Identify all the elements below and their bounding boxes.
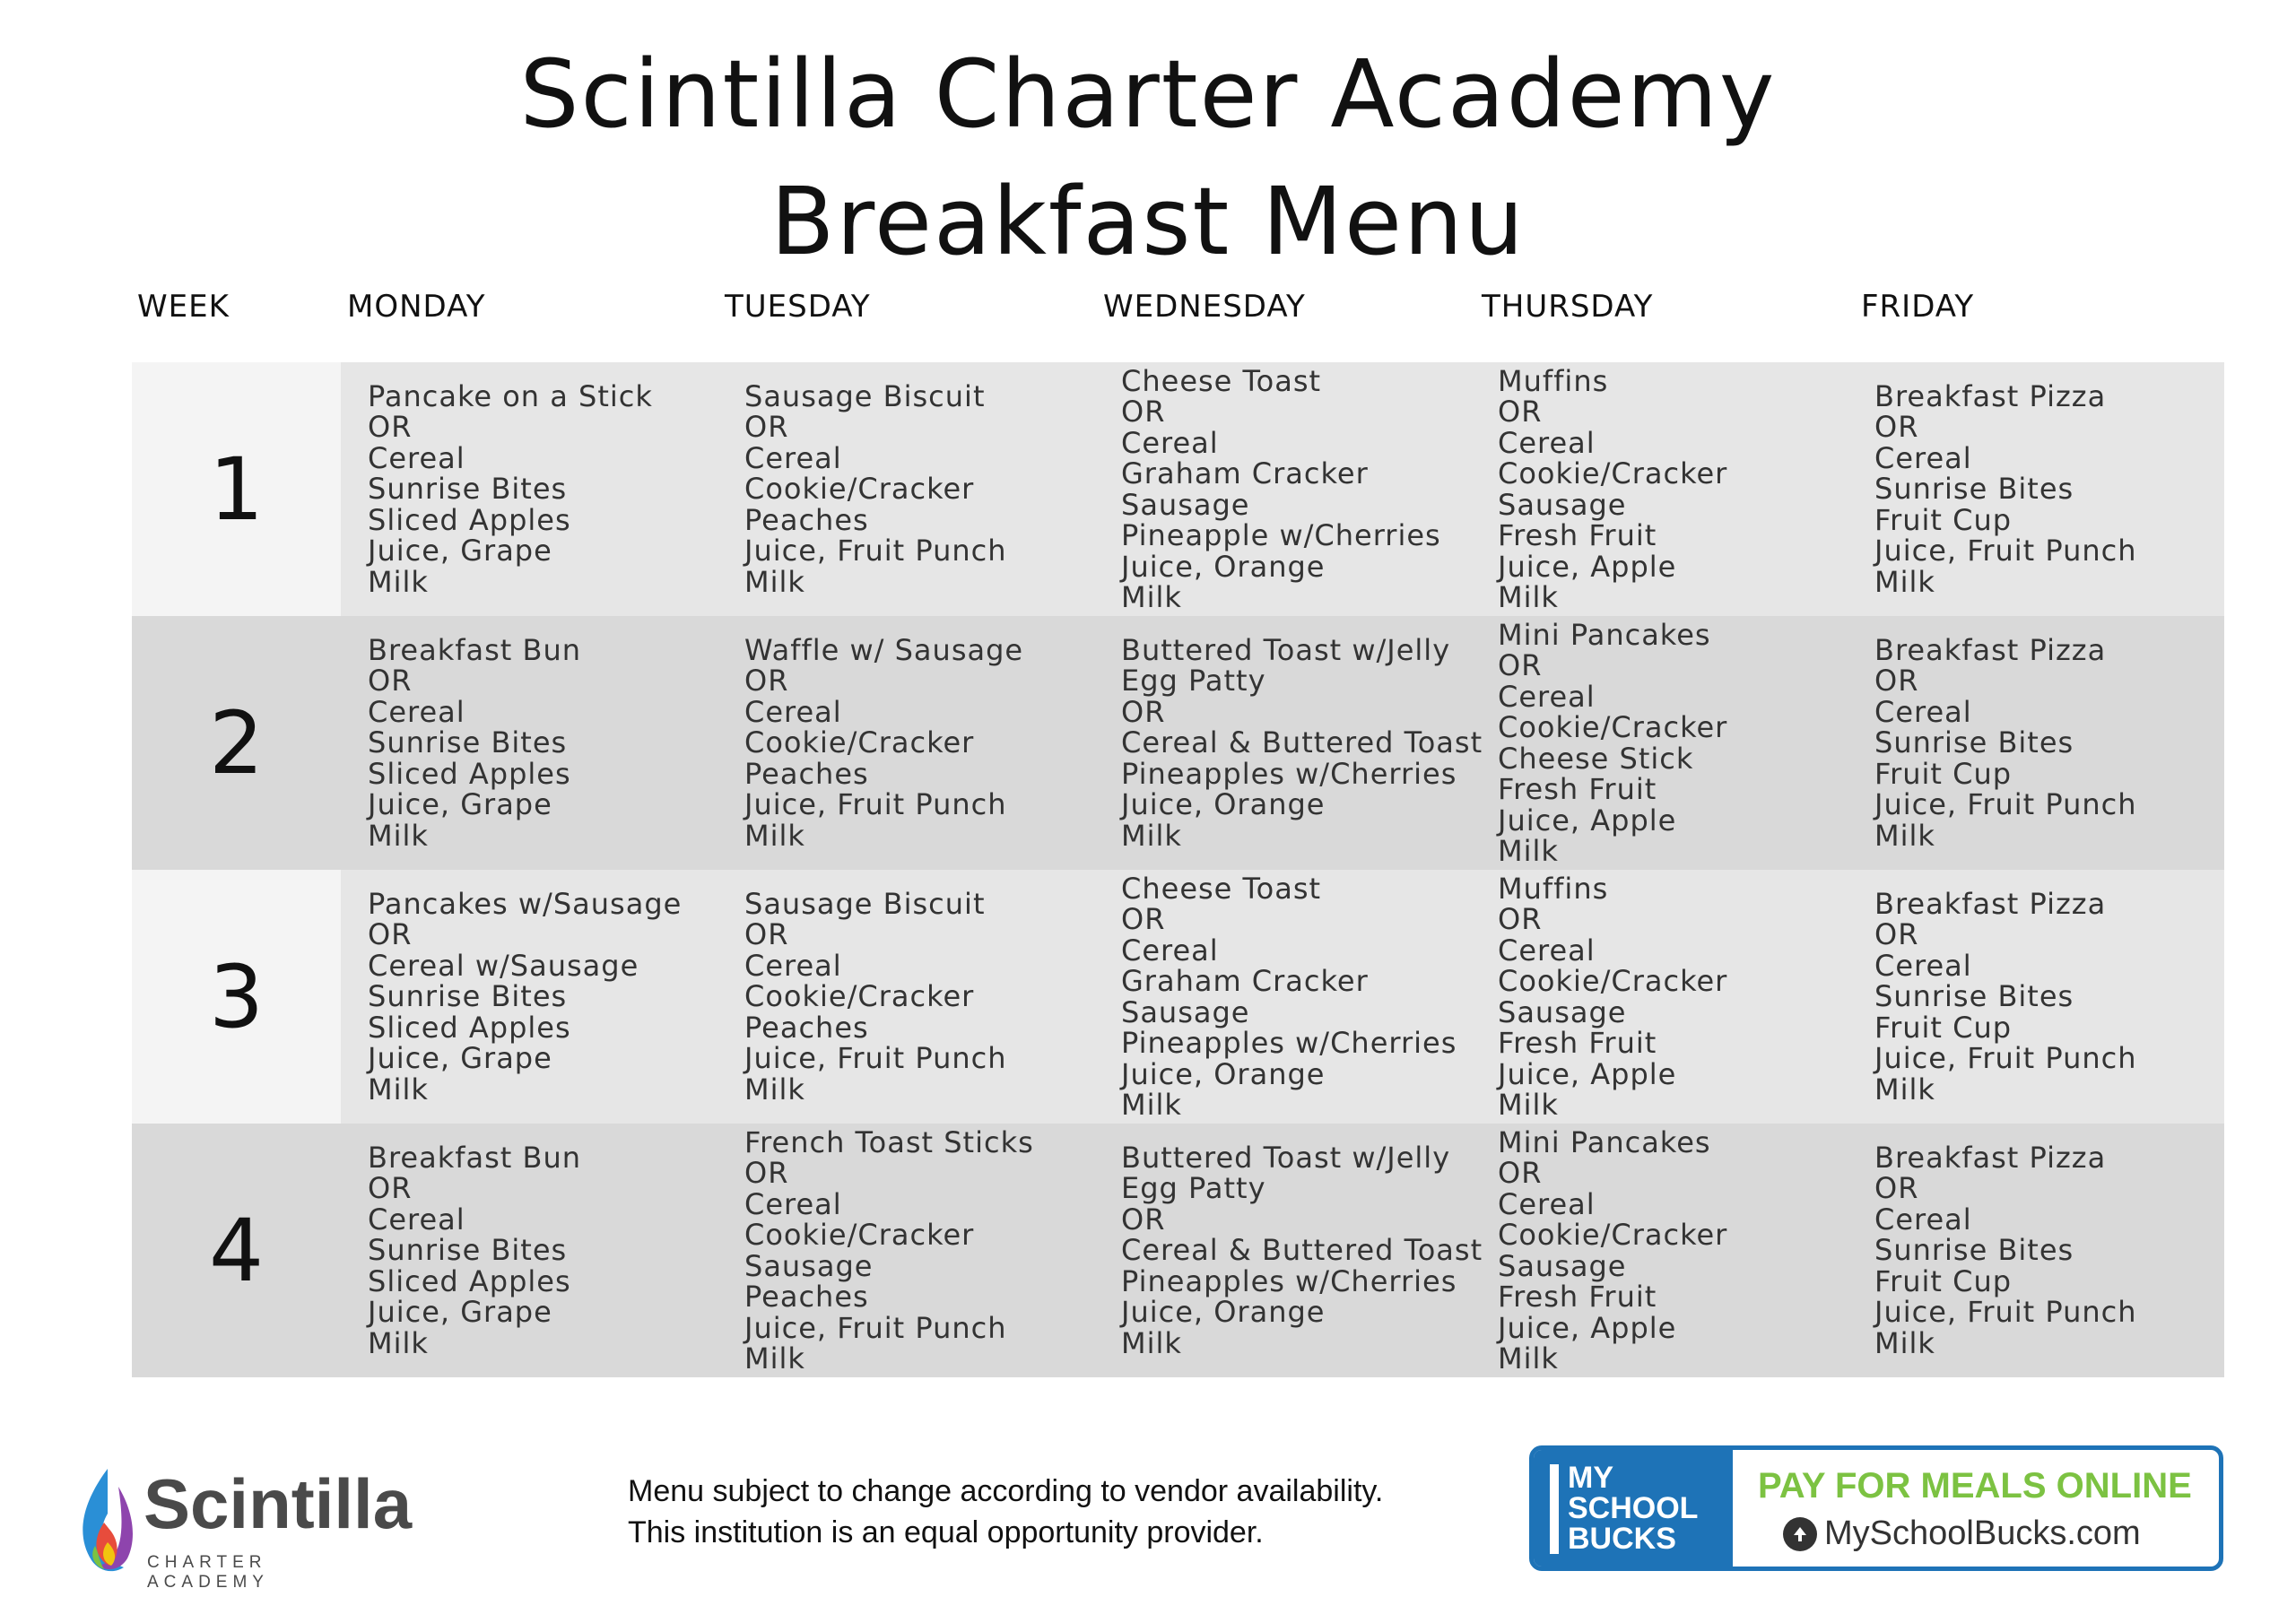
week-row	[132, 362, 2224, 616]
menu-item: Juice, Fruit Punch	[1874, 787, 2137, 822]
menu-item: Sausage	[1498, 994, 1627, 1029]
menu-item: Sausage	[1121, 994, 1250, 1029]
menu-cell-thursday	[1471, 870, 1848, 1124]
menu-item: Cereal	[1121, 425, 1219, 460]
menu-item: Cookie/Cracker	[744, 725, 975, 760]
menu-item: Sliced Apples	[368, 1010, 571, 1045]
menu-cell-friday	[1848, 616, 2224, 870]
logo-subtitle: CHARTER ACADEMY	[147, 1553, 269, 1592]
menu-item: Juice, Grape	[368, 1041, 552, 1076]
menu-item: Juice, Grape	[368, 787, 552, 822]
menu-item: Cereal	[368, 1202, 465, 1237]
menu-item: Sunrise Bites	[1874, 725, 2074, 760]
column-header-tuesday: TUESDAY	[725, 289, 871, 325]
menu-item: Cereal	[1498, 1186, 1596, 1221]
menu-item: Cookie/Cracker	[1498, 710, 1728, 744]
menu-table	[132, 362, 2224, 1377]
column-header-friday: FRIDAY	[1861, 289, 1975, 325]
menu-item: OR	[1874, 917, 1919, 952]
flame-icon	[72, 1460, 144, 1585]
menu-item: Pineapples w/Cherries	[1121, 1026, 1457, 1060]
menu-item: Milk	[1121, 580, 1182, 614]
menu-item: Cereal	[1498, 679, 1596, 714]
menu-item: OR	[1498, 1156, 1543, 1190]
menu-item: Pancake on a Stick	[368, 378, 653, 413]
menu-cell-wednesday	[1094, 1124, 1483, 1377]
menu-item: Egg Patty	[1121, 664, 1266, 699]
menu-item: Milk	[368, 1072, 429, 1107]
menu-item: Milk	[1498, 834, 1559, 868]
menu-item: Muffins	[1498, 363, 1609, 398]
menu-item: Juice, Orange	[1121, 787, 1326, 822]
menu-item: Cookie/Cracker	[1498, 456, 1728, 490]
menu-item: OR	[744, 410, 789, 445]
menu-item: OR	[744, 1156, 789, 1190]
menu-cell-wednesday	[1094, 870, 1471, 1124]
menu-item: Milk	[1121, 1325, 1182, 1360]
menu-item: Juice, Apple	[1498, 803, 1677, 838]
menu-item: Cereal w/Sausage	[368, 948, 639, 983]
menu-cell-monday	[341, 616, 718, 870]
column-header-monday: MONDAY	[347, 289, 486, 325]
week-row	[132, 616, 2224, 870]
menu-item: Milk	[1874, 1325, 1935, 1360]
menu-cell-tuesday	[718, 870, 1094, 1124]
menu-item: Breakfast Pizza	[1874, 632, 2107, 667]
menu-item: Fruit Cup	[1874, 502, 2013, 537]
menu-item: Cereal	[744, 1186, 842, 1221]
equal-opportunity-note: This institution is an equal opportunity provider.	[628, 1515, 1264, 1549]
menu-item: Peaches	[744, 756, 869, 791]
week-number: 1	[132, 362, 341, 616]
menu-item: OR	[368, 1171, 413, 1206]
menu-item: Cereal	[1121, 933, 1219, 968]
menu-cell-monday	[341, 870, 718, 1124]
menu-item: Sausage Biscuit	[744, 886, 986, 921]
menu-cell-friday	[1848, 870, 2224, 1124]
menu-item: Juice, Orange	[1121, 549, 1326, 584]
menu-item: Sunrise Bites	[1874, 979, 2074, 1014]
menu-item: Milk	[1874, 564, 1935, 599]
menu-item: Milk	[368, 564, 429, 599]
menu-item: Juice, Grape	[368, 1295, 552, 1330]
menu-item: Cereal	[1498, 425, 1596, 460]
menu-item: Sausage Biscuit	[744, 378, 986, 413]
menu-cell-thursday	[1471, 1124, 1848, 1377]
menu-item: Sausage	[744, 1248, 874, 1283]
menu-item: Cheese Stick	[1498, 741, 1694, 776]
myschoolbucks-banner[interactable]	[1529, 1445, 2223, 1571]
week-row	[132, 870, 2224, 1124]
menu-item: OR	[744, 664, 789, 699]
menu-item: Cereal	[1874, 694, 1972, 729]
column-header-thursday: THURSDAY	[1482, 289, 1654, 325]
menu-item: Cookie/Cracker	[744, 979, 975, 1014]
menu-item: Cookie/Cracker	[1498, 964, 1728, 998]
menu-item: Sunrise Bites	[1874, 1233, 2074, 1268]
menu-item: Sunrise Bites	[368, 1233, 568, 1268]
column-header-week: WEEK	[137, 289, 230, 325]
menu-item: OR	[1874, 1171, 1919, 1206]
menu-item: OR	[1874, 410, 1919, 445]
menu-item: French Toast Sticks	[744, 1124, 1034, 1159]
menu-cell-monday	[341, 362, 718, 616]
menu-item: Graham Cracker	[1121, 456, 1369, 490]
menu-item: Sausage	[1498, 487, 1627, 522]
menu-item: Milk	[744, 1341, 805, 1376]
menu-item: Breakfast Pizza	[1874, 378, 2107, 413]
menu-item: Fresh Fruit	[1498, 772, 1657, 806]
menu-item: Fresh Fruit	[1498, 1280, 1657, 1314]
menu-item: Cereal	[1874, 948, 1972, 983]
menu-item: Fresh Fruit	[1498, 518, 1657, 552]
menu-item: Peaches	[744, 1010, 869, 1045]
page-title-line2: Breakfast Menu	[770, 167, 1526, 276]
arrow-up-icon	[1783, 1517, 1817, 1551]
menu-item: Cereal	[368, 440, 465, 475]
menu-item: Milk	[368, 1325, 429, 1360]
menu-cell-wednesday	[1094, 362, 1471, 616]
logo-word: SCHOOL	[1568, 1491, 1699, 1525]
menu-item: Breakfast Bun	[368, 632, 582, 667]
menu-item: Milk	[1121, 1088, 1182, 1122]
menu-item: Juice, Fruit Punch	[1874, 1041, 2137, 1076]
menu-cell-friday	[1848, 362, 2224, 616]
menu-item: OR	[368, 664, 413, 699]
menu-item: Cookie/Cracker	[744, 1218, 975, 1252]
menu-item: OR	[368, 410, 413, 445]
menu-item: Sausage	[1121, 487, 1250, 522]
menu-item: Milk	[744, 564, 805, 599]
menu-item: Fruit Cup	[1874, 756, 2013, 791]
myschoolbucks-logo	[1534, 1450, 1733, 1567]
menu-item: Juice, Fruit Punch	[1874, 1295, 2137, 1330]
menu-item: Pineapples w/Cherries	[1121, 1263, 1457, 1298]
menu-item: Sunrise Bites	[368, 472, 568, 507]
menu-item: Cheese Toast	[1121, 363, 1322, 398]
menu-item: Cereal	[1498, 933, 1596, 968]
menu-item: Juice, Orange	[1121, 1056, 1326, 1091]
menu-item: Juice, Fruit Punch	[744, 1310, 1007, 1345]
menu-item: OR	[744, 917, 789, 952]
menu-item: Cereal	[744, 440, 842, 475]
menu-cell-tuesday	[718, 1124, 1094, 1377]
menu-item: Juice, Fruit Punch	[1874, 534, 2137, 568]
menu-item: Fruit Cup	[1874, 1010, 2013, 1045]
menu-item: Cereal & Buttered Toast	[1121, 725, 1483, 760]
menu-item: Juice, Orange	[1121, 1295, 1326, 1330]
menu-item: Juice, Apple	[1498, 549, 1677, 584]
menu-item: Fresh Fruit	[1498, 1026, 1657, 1060]
menu-item: Egg Patty	[1121, 1171, 1266, 1206]
week-number: 2	[132, 616, 341, 870]
menu-item: OR	[1121, 902, 1166, 936]
menu-item: OR	[1121, 694, 1166, 729]
menu-item: OR	[1498, 902, 1543, 936]
menu-item: Milk	[1874, 818, 1935, 853]
vendor-note: Menu subject to change according to vendor availability.	[628, 1474, 1384, 1508]
menu-item: Milk	[744, 1072, 805, 1107]
menu-item: Breakfast Bun	[368, 1140, 582, 1175]
menu-item: Sausage	[1498, 1248, 1627, 1283]
menu-item: Juice, Fruit Punch	[744, 1041, 1007, 1076]
footer-note	[628, 1471, 1383, 1553]
myschoolbucks-logo-text	[1568, 1462, 1698, 1554]
menu-item: Sliced Apples	[368, 502, 571, 537]
menu-item: Mini Pancakes	[1498, 617, 1711, 652]
menu-item: Cookie/Cracker	[1498, 1218, 1728, 1252]
menu-item: OR	[1874, 664, 1919, 699]
week-number: 4	[132, 1124, 341, 1377]
menu-item: OR	[1498, 648, 1543, 682]
column-header-wednesday: WEDNESDAY	[1103, 289, 1306, 325]
menu-item: Cereal	[744, 948, 842, 983]
menu-item: Juice, Fruit Punch	[744, 534, 1007, 568]
menu-item: OR	[1121, 1202, 1166, 1237]
menu-cell-thursday	[1471, 362, 1848, 616]
menu-item: Sliced Apples	[368, 756, 571, 791]
menu-item: Milk	[1498, 1088, 1559, 1122]
myschoolbucks-url[interactable]: MySchoolBucks.com	[1824, 1515, 2141, 1552]
menu-item: Peaches	[744, 1280, 869, 1314]
menu-item: Breakfast Pizza	[1874, 886, 2107, 921]
menu-item: Cereal	[368, 694, 465, 729]
logo-word: BUCKS	[1568, 1522, 1676, 1556]
week-number: 3	[132, 870, 341, 1124]
menu-item: Sunrise Bites	[368, 725, 568, 760]
menu-cell-tuesday	[718, 362, 1094, 616]
menu-item: Sunrise Bites	[1874, 472, 2074, 507]
menu-item: Buttered Toast w/Jelly	[1121, 1140, 1451, 1175]
menu-item: Juice, Apple	[1498, 1056, 1677, 1091]
menu-cell-wednesday	[1094, 616, 1483, 870]
menu-item: Fruit Cup	[1874, 1263, 2013, 1298]
menu-item: Milk	[1498, 580, 1559, 614]
menu-item: Sunrise Bites	[368, 979, 568, 1014]
menu-item: Cheese Toast	[1121, 871, 1322, 906]
menu-item: Milk	[368, 818, 429, 853]
menu-item: Graham Cracker	[1121, 964, 1369, 998]
menu-item: Cereal	[744, 694, 842, 729]
menu-item: OR	[368, 917, 413, 952]
menu-item: Buttered Toast w/Jelly	[1121, 632, 1451, 667]
menu-item: Milk	[1121, 818, 1182, 853]
logo-word: MY	[1568, 1461, 1613, 1495]
menu-item: Juice, Apple	[1498, 1310, 1677, 1345]
menu-item: OR	[1498, 395, 1543, 429]
menu-item: Muffins	[1498, 871, 1609, 906]
menu-item: Pancakes w/Sausage	[368, 886, 683, 921]
menu-item: Pineapples w/Cherries	[1121, 756, 1457, 791]
menu-item: OR	[1121, 395, 1166, 429]
menu-item: Cereal	[1874, 440, 1972, 475]
menu-item: Cereal	[1874, 1202, 1972, 1237]
logo-bar	[1550, 1464, 1559, 1554]
menu-cell-monday	[341, 1124, 718, 1377]
logo-name: Scintilla	[144, 1464, 413, 1543]
menu-item: Sliced Apples	[368, 1263, 571, 1298]
week-row	[132, 1124, 2224, 1377]
menu-item: Juice, Grape	[368, 534, 552, 568]
menu-item: Milk	[744, 818, 805, 853]
menu-cell-thursday	[1471, 616, 1848, 870]
menu-item: Cereal & Buttered Toast	[1121, 1233, 1483, 1268]
scintilla-logo	[72, 1460, 413, 1592]
menu-item: Milk	[1874, 1072, 1935, 1107]
menu-cell-tuesday	[718, 616, 1094, 870]
menu-cell-friday	[1848, 1124, 2224, 1377]
menu-item: Breakfast Pizza	[1874, 1140, 2107, 1175]
menu-item: Pineapple w/Cherries	[1121, 518, 1441, 552]
myschoolbucks-link[interactable]	[1783, 1515, 2141, 1553]
page-title-line1: Scintilla Charter Academy	[519, 39, 1777, 149]
menu-item: Waffle w/ Sausage	[744, 632, 1024, 667]
menu-item: Juice, Fruit Punch	[744, 787, 1007, 822]
menu-item: Peaches	[744, 502, 869, 537]
pay-for-meals-headline[interactable]: PAY FOR MEALS ONLINE	[1758, 1466, 2192, 1506]
menu-item: Cookie/Cracker	[744, 472, 975, 507]
menu-item: Mini Pancakes	[1498, 1124, 1711, 1159]
menu-item: Milk	[1498, 1341, 1559, 1376]
